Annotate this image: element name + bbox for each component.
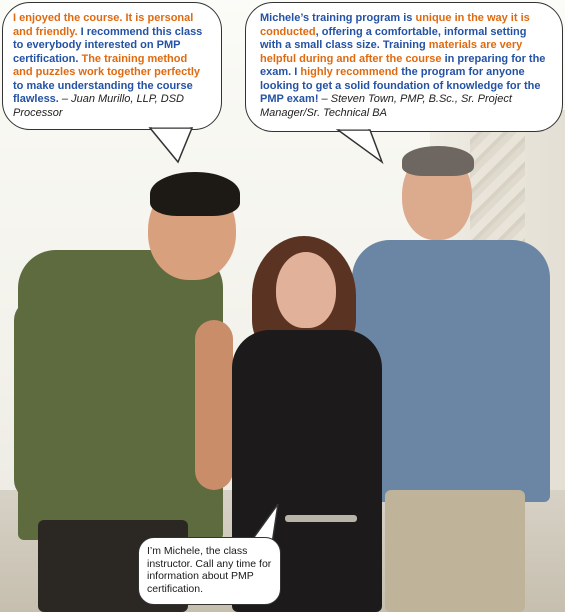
text-run: unique in the way it is conducted — [260, 12, 530, 38]
text-run: I recommend this class to everybody interested on PMP certification. — [13, 25, 203, 65]
text-run: to make understanding the course flawless. — [13, 79, 193, 105]
testimonial-bubble-right — [245, 2, 563, 132]
text-run: – Juan Murillo, LLP, DSD Processor — [13, 93, 184, 119]
text-run: , offering a comfortable, informal setting with a small class size. Training — [260, 25, 527, 51]
instructor-text: I’m Michele, the class instructor. Call any time for information about PMP certification. — [147, 545, 272, 595]
text-run: materials are very helpful during and after the course — [260, 39, 523, 65]
hair-right-man — [402, 146, 474, 176]
text-run: The training method and puzzles work together perfectly — [13, 52, 201, 78]
text-run: the program for anyone looking to get a solid foundation of knowledge for the PMP exam! — [260, 66, 541, 105]
left-arm — [14, 300, 54, 500]
khaki-pants — [385, 490, 525, 612]
text-run: highly recommend — [300, 66, 399, 78]
text-run: in preparing for the exam. I — [260, 52, 546, 78]
right-arm — [195, 320, 233, 490]
bubble-tail-right — [330, 128, 400, 168]
testimonial-bubble-left — [2, 2, 222, 130]
hair-left-man — [150, 172, 240, 216]
instructor-bubble — [138, 537, 281, 605]
text-run: I enjoyed the course. It is personal and friendly. — [13, 12, 194, 38]
text-run: Michele’s training program is — [260, 12, 416, 24]
testimonial-text-left — [13, 12, 207, 120]
bubble-tail-left — [148, 126, 208, 166]
text-run: – Steven Town, PMP, B.Sc., Sr. Project Manager/Sr. Technical BA — [260, 93, 512, 119]
face-woman — [276, 252, 336, 328]
testimonial-text-right — [260, 12, 548, 120]
belt — [285, 515, 357, 522]
right-man-arm — [400, 420, 520, 468]
